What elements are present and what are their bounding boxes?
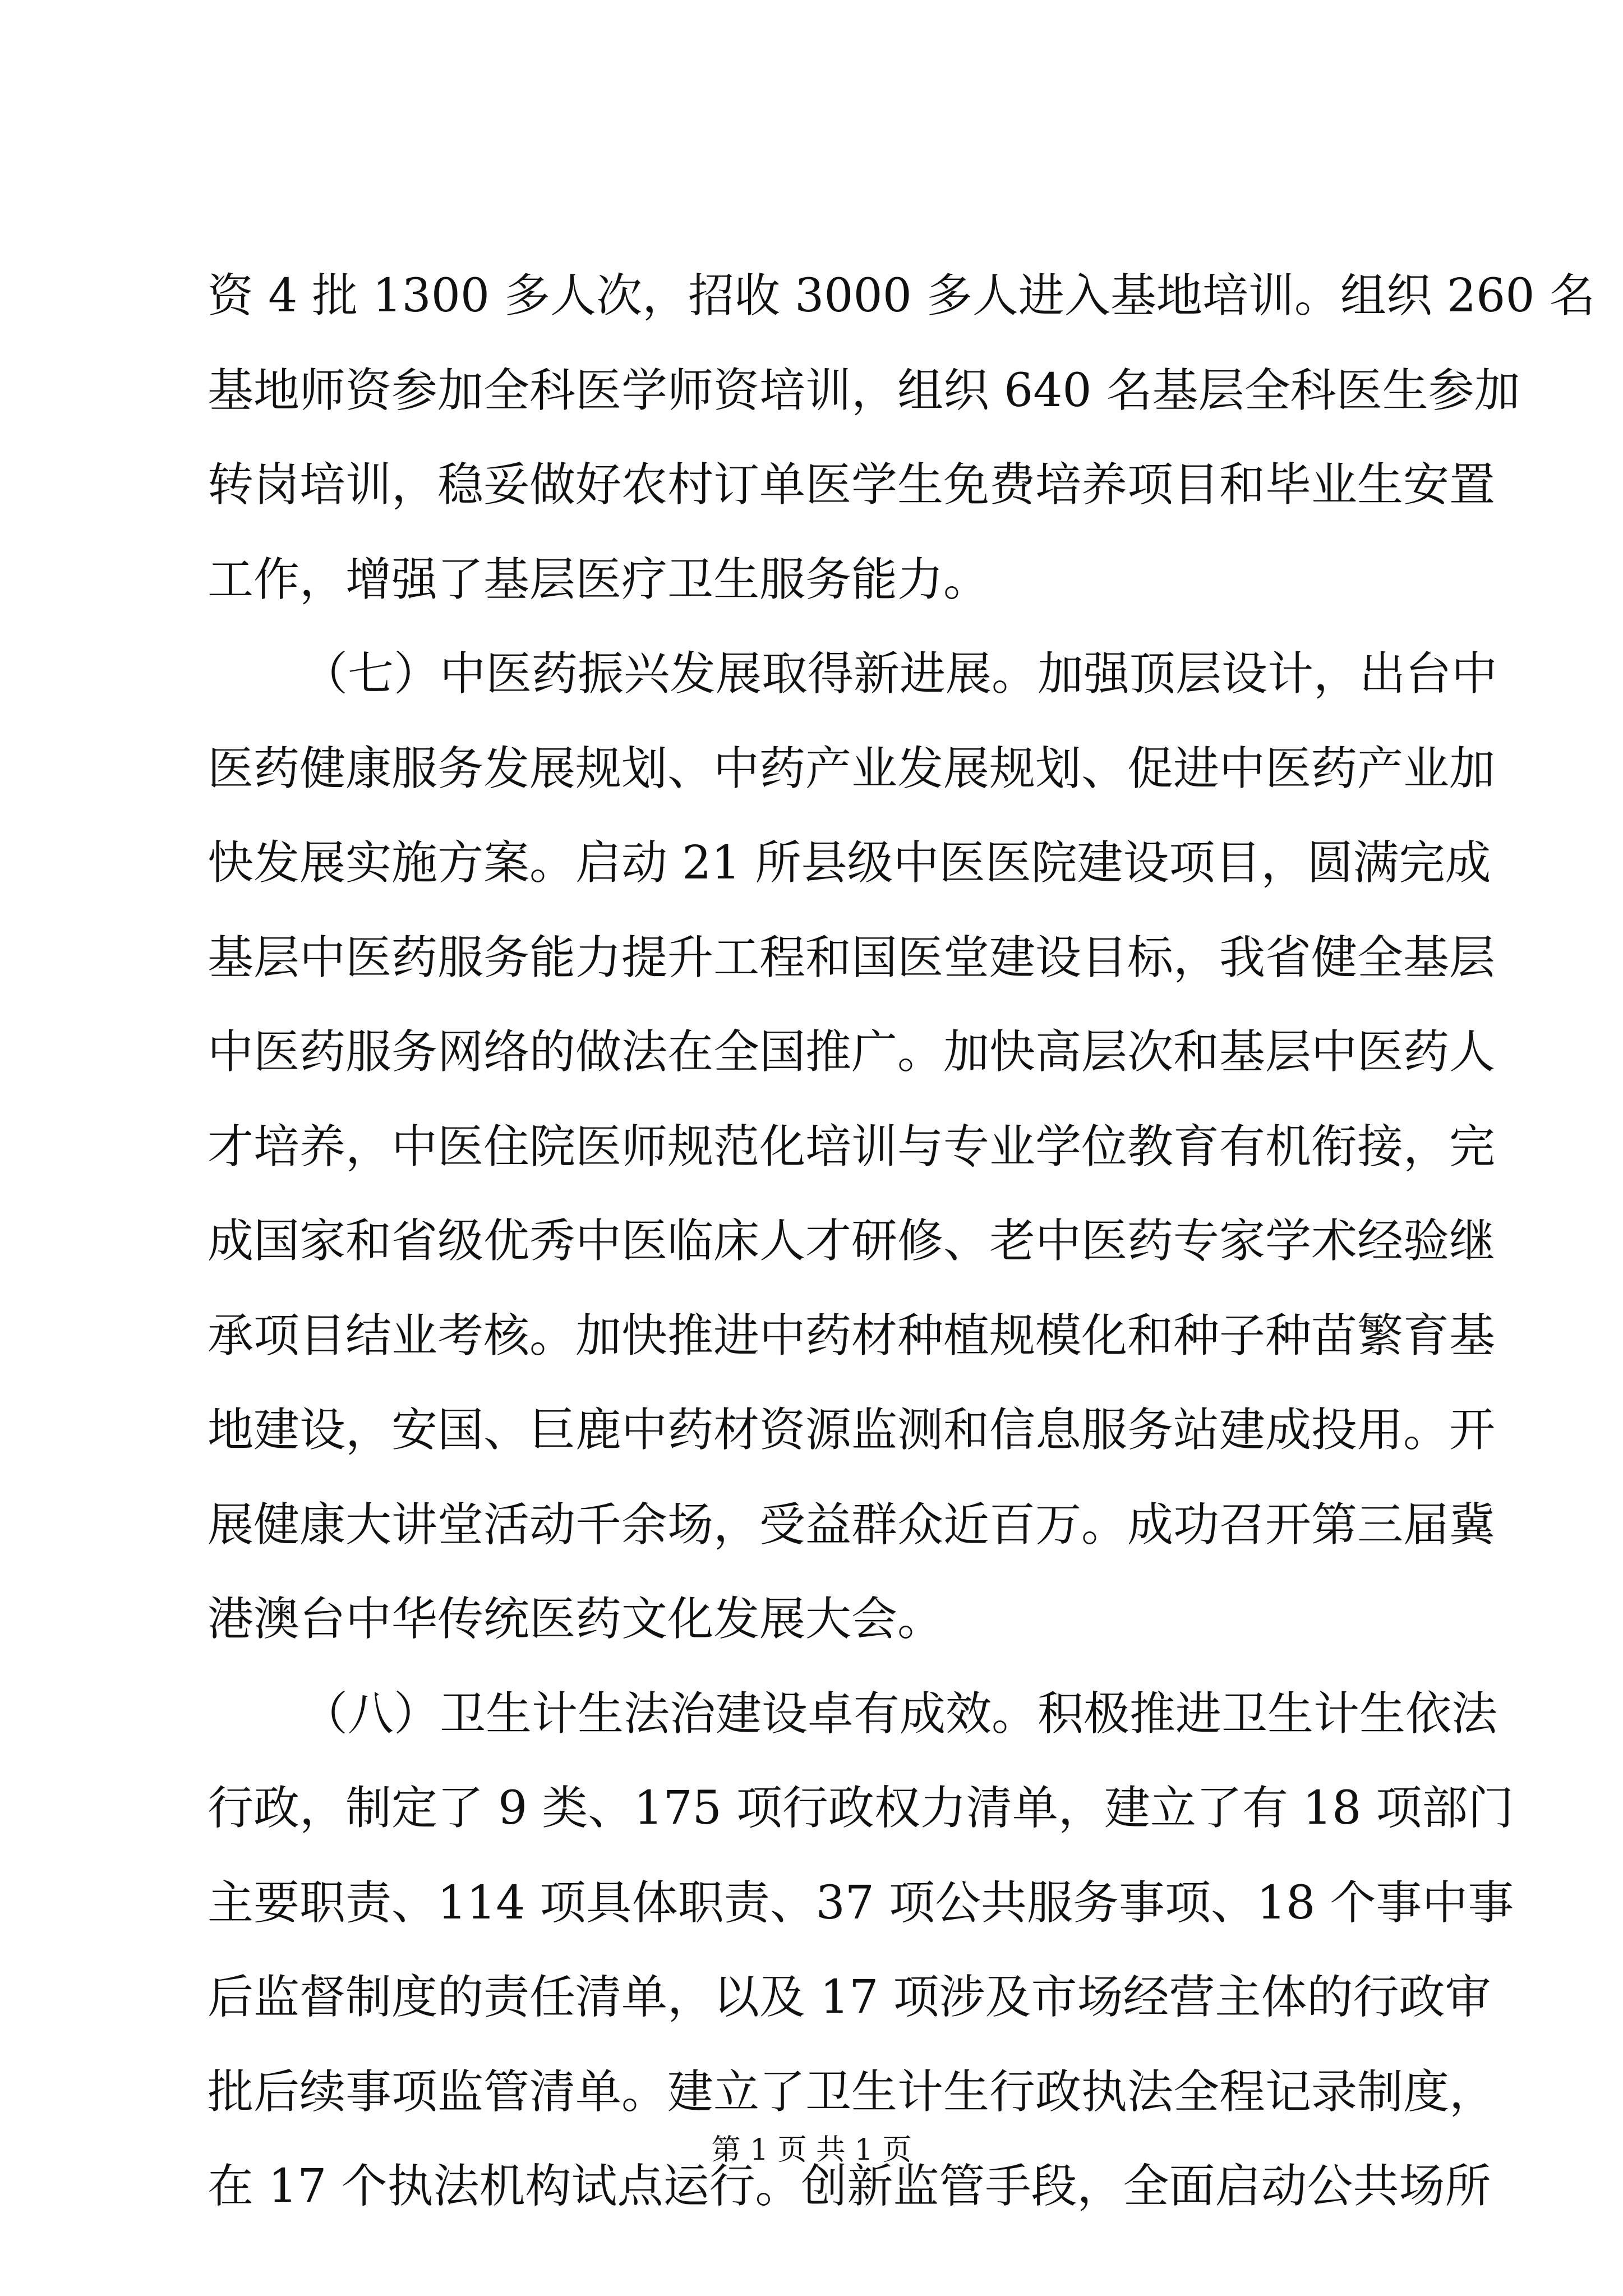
text-line: 展健康大讲堂活动千余场，受益群众近百万。成功召开第三届冀 xyxy=(208,1498,1496,1552)
text-line: 地建设，安国、巨鹿中药材资源监测和信息服务站建成投用。开 xyxy=(208,1404,1496,1457)
text-line: 港澳台中华传统医药文化发展大会。 xyxy=(208,1593,944,1646)
text-line: 转岗培训，稳妥做好农村订单医学生免费培养项目和毕业生安置 xyxy=(208,458,1496,512)
text-line: 主要职责、114 项具体职责、37 项公共服务事项、18 个事中事 xyxy=(208,1876,1514,1930)
text-line: 基地师资参加全科医学师资培训，组织 640 名基层全科医生参加 xyxy=(208,364,1520,417)
text-line: 后监督制度的责任清单，以及 17 项涉及市场经营主体的行政审 xyxy=(208,1971,1491,2024)
text-line: 承项目结业考核。加快推进中药材种植规模化和种子种苗繁育基 xyxy=(208,1309,1496,1363)
text-line: （八）卫生计生法治建设卓有成效。积极推进卫生计生依法 xyxy=(302,1687,1498,1741)
text-line: 批后续事项监管清单。建立了卫生计生行政执法全程记录制度， xyxy=(208,2065,1496,2119)
text-line: 行政，制定了 9 类、175 项行政权力清单，建立了有 18 项部门 xyxy=(208,1782,1514,1835)
text-line: 快发展实施方案。启动 21 所县级中医医院建设项目，圆满完成 xyxy=(208,836,1491,890)
body-text xyxy=(208,249,1596,2234)
text-line: 在 17 个执法机构试点运行。创新监管手段，全面启动公共场所 xyxy=(208,2160,1491,2213)
text-line: 工作，增强了基层医疗卫生服务能力。 xyxy=(208,553,990,606)
text-line: 基层中医药服务能力提升工程和国医堂建设目标，我省健全基层 xyxy=(208,931,1496,984)
text-line: 资 4 批 1300 多人次，招收 3000 多人进入基地培训。组织 260 名 xyxy=(208,269,1596,323)
page-footer: 第 1 页 共 1 页 xyxy=(711,2133,912,2167)
text-line: （七）中医药振兴发展取得新进展。加强顶层设计，出台中 xyxy=(302,647,1498,701)
text-line: 医药健康服务发展规划、中药产业发展规划、促进中医药产业加 xyxy=(208,742,1496,795)
text-line: 中医药服务网络的做法在全国推广。加快高层次和基层中医药人 xyxy=(208,1025,1496,1079)
text-line: 成国家和省级优秀中医临床人才研修、老中医药专家学术经验继 xyxy=(208,1214,1496,1268)
text-line: 才培养，中医住院医师规范化培训与专业学位教育有机衔接，完 xyxy=(208,1120,1496,1174)
